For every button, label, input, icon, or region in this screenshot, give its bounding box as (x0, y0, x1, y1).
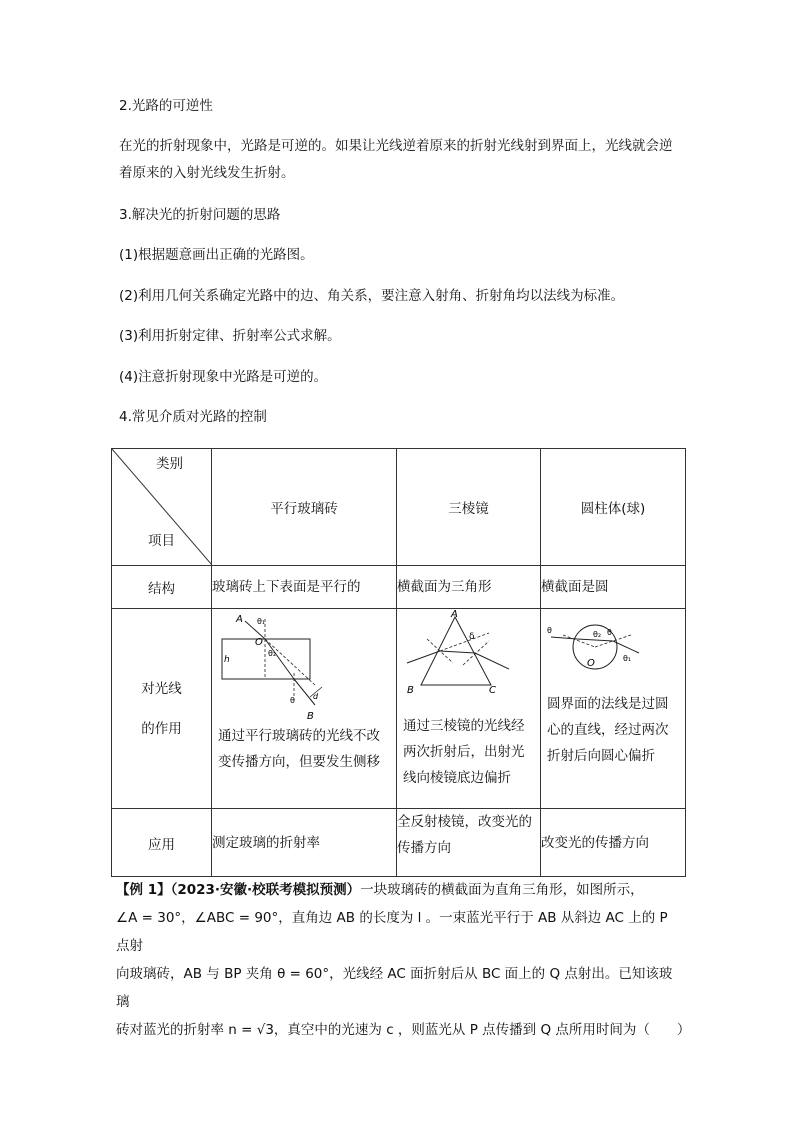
example-1 (116, 876, 691, 1044)
fig2-label-a: A (451, 609, 458, 620)
effect-parallel: 通过平行玻璃砖的光线不改变传播方向，但要发生侧移 (218, 728, 380, 770)
section-2-body: 在光的折射现象中，光路是可逆的。如果让光线逆着原来的折射光线射到界面上，光线就会逆着原来的入射光线发生折射。 (119, 138, 673, 181)
fig1-label-theta1: θ₁ (257, 617, 266, 626)
application-row (112, 809, 686, 877)
prism-diagram (397, 609, 541, 705)
col-header-prism: 三棱镜 (397, 449, 541, 566)
effect-label-line2: 的作用 (141, 720, 182, 737)
example-line-3: 向玻璃砖，AB 与 BP 夹角 θ = 60°，光线经 AC 面折射后从 BC 面上的 Q 点射出。已知该玻璃 (116, 966, 673, 1010)
fig3-label-theta-b: θ (607, 628, 612, 637)
fig1-label-d: d (313, 692, 319, 701)
effect-cylinder-cell (541, 609, 686, 809)
example-tag: 【例 1】 (116, 882, 171, 898)
effect-cylinder: 圆界面的法线是过圆心的直线，经过两次折射后向圆心偏折 (547, 696, 669, 764)
fig2-label-b: B (407, 685, 414, 696)
parallel-slab-diagram (212, 609, 397, 719)
structure-parallel: 玻璃砖上下表面是平行的 (212, 566, 397, 609)
fig1-label-o: O (255, 637, 263, 648)
section-2-heading: 2.光路的可逆性 (119, 98, 213, 114)
example-line-1 (116, 876, 684, 904)
step-3: (3)利用折射定律、折射率公式求解。 (119, 328, 341, 344)
effect-prism: 通过三棱镜的光线经两次折射后，出射光线向棱镜底边偏折 (403, 718, 525, 786)
cylinder-diagram (541, 609, 686, 683)
application-parallel: 测定玻璃的折射率 (212, 809, 397, 877)
col-header-parallel: 平行玻璃砖 (212, 449, 397, 566)
corner-cell (112, 449, 212, 566)
step-1: (1)根据题意画出正确的光路图。 (119, 247, 314, 263)
fig3-label-theta2: θ₂ (593, 630, 602, 639)
col-header-cylinder: 圆柱体(球) (541, 449, 686, 566)
step-2: (2)利用几何关系确定光路中的边、角关系，要注意入射角、折射角均以法线为标准。 (119, 288, 625, 304)
fig3-label-theta: θ (547, 626, 552, 635)
row-label-structure: 结构 (112, 566, 212, 609)
fig1-label-theta: θ (290, 696, 295, 705)
corner-bottom-label: 项目 (148, 533, 175, 549)
fig1-label-a: A (236, 614, 243, 625)
fig1-label-h: h (224, 655, 230, 665)
effect-row (112, 609, 686, 809)
example-source: （2023·安徽·校联考模拟预测） (170, 882, 361, 898)
application-prism: 全反射棱镜，改变光的传播方向 (397, 809, 541, 877)
example-line-2: ∠A = 30°，∠ABC = 90°，直角边 AB 的长度为 l 。一束蓝光平行于 AB 从斜边 AC 上的 P 点射 (116, 910, 668, 954)
fig3-label-theta1: θ₁ (623, 654, 632, 663)
header-row (112, 449, 686, 566)
fig1-label-theta2: θ₂ (268, 649, 277, 658)
effect-parallel-cell (212, 609, 397, 809)
structure-row (112, 566, 686, 609)
effect-prism-cell (397, 609, 541, 809)
application-cylinder: 改变光的传播方向 (541, 809, 686, 877)
corner-top-label: 类别 (156, 456, 183, 472)
structure-prism: 横截面为三角形 (397, 566, 541, 609)
row-label-application: 应用 (112, 809, 212, 877)
row-label-effect (112, 609, 212, 809)
optics-table (111, 448, 686, 877)
fig1-label-b: B (307, 711, 314, 719)
example-text-1: 一块玻璃砖的横截面为直角三角形，如图所示， (360, 882, 644, 898)
section-4-heading: 4.常见介质对光路的控制 (119, 409, 267, 425)
fig2-label-c: C (489, 685, 496, 696)
effect-label-line1: 对光线 (141, 680, 182, 697)
fig3-label-o: O (587, 658, 595, 669)
section-3-heading: 3.解决光的折射问题的思路 (119, 207, 281, 223)
example-line-4: 砖对蓝光的折射率 n = √3，真空中的光速为 c ，则蓝光从 P 点传播到 Q 点所用时间为（ ） (116, 1022, 691, 1038)
step-4: (4)注意折射现象中光路是可逆的。 (119, 369, 328, 385)
structure-cylinder: 横截面是圆 (541, 566, 686, 609)
fig2-label-delta: δ (469, 632, 475, 642)
